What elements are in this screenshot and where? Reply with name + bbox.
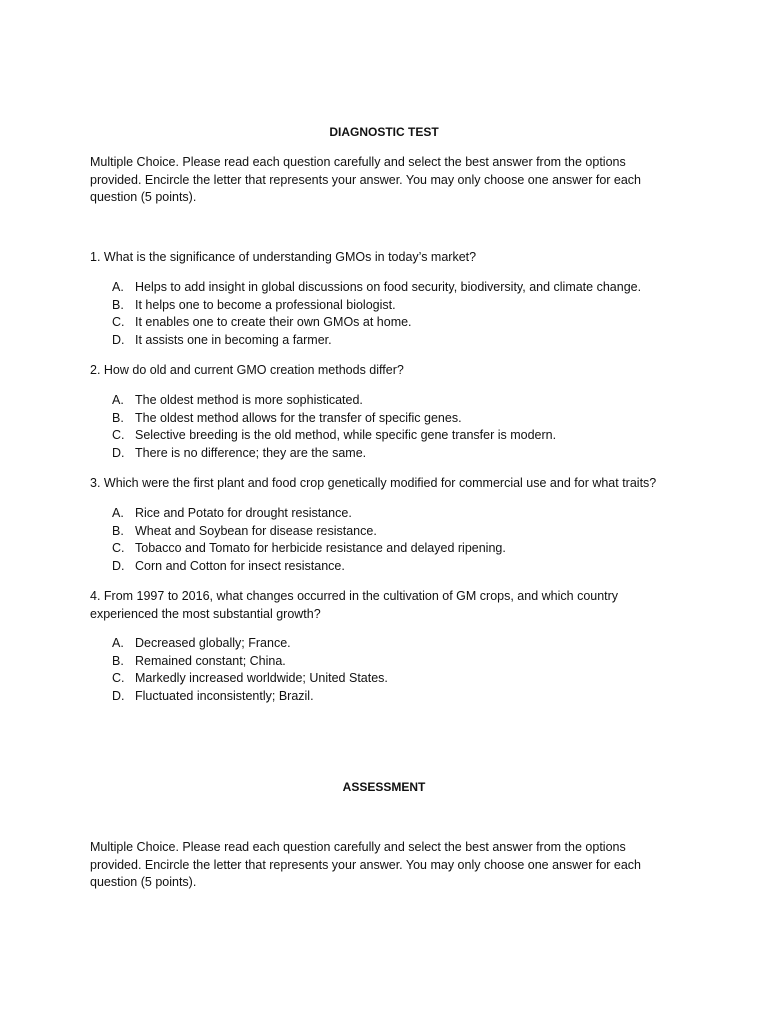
option-text: The oldest method allows for the transfer of specific genes. <box>135 410 462 425</box>
question-4-options <box>112 635 672 705</box>
option-3b <box>112 523 672 541</box>
option-letter: C. <box>112 315 125 329</box>
option-text: Corn and Cotton for insect resistance. <box>135 558 345 573</box>
assessment-instructions: Multiple Choice. Please read each question carefully and select the best answer from the options provided. Encircle the letter that represents your answer. You may only choose one answer for each question (5 points). <box>90 840 642 889</box>
option-text: Helps to add insight in global discussions on food security, biodiversity, and climate change. <box>135 280 642 294</box>
option-1d <box>112 332 672 350</box>
question-1-options <box>112 279 672 349</box>
question-2-text: 2. How do old and current GMO creation methods differ? <box>90 363 404 377</box>
option-1b <box>112 297 672 315</box>
option-letter: A. <box>112 506 124 520</box>
option-letter: B. <box>112 523 124 538</box>
option-text: Remained constant; China. <box>135 653 286 668</box>
option-1c <box>112 314 672 332</box>
option-text: Rice and Potato for drought resistance. <box>135 506 352 520</box>
option-text: Tobacco and Tomato for herbicide resistance and delayed ripening. <box>135 541 506 555</box>
option-letter: B. <box>112 410 124 425</box>
option-text: It helps one to become a professional biologist. <box>135 297 396 312</box>
question-1-text: 1. What is the significance of understanding GMOs in today’s market? <box>90 250 477 264</box>
option-letter: A. <box>112 636 124 650</box>
option-text: Markedly increased worldwide; United States. <box>135 671 388 685</box>
diagnostic-title: DIAGNOSTIC TEST <box>329 125 439 139</box>
option-3c <box>112 540 672 558</box>
option-letter: D. <box>112 688 125 703</box>
option-4d <box>112 688 672 706</box>
option-text: Wheat and Soybean for disease resistance. <box>135 523 377 538</box>
option-text: Fluctuated inconsistently; Brazil. <box>135 688 314 703</box>
question-3-text: 3. Which were the first plant and food crop genetically modified for commercial use and for what traits? <box>90 476 657 490</box>
option-3d <box>112 558 672 576</box>
option-2d <box>112 445 672 463</box>
option-letter: B. <box>112 297 124 312</box>
option-letter: D. <box>112 445 125 460</box>
option-2c <box>112 427 672 445</box>
question-2-options <box>112 392 672 462</box>
option-text: There is no difference; they are the same. <box>135 445 367 460</box>
option-2b <box>112 410 672 428</box>
option-text: It assists one in becoming a farmer. <box>135 332 332 347</box>
option-text: The oldest method is more sophisticated. <box>135 393 363 407</box>
option-2a <box>112 392 672 410</box>
option-1a <box>112 279 672 297</box>
option-3a <box>112 505 672 523</box>
option-text: Selective breeding is the old method, while specific gene transfer is modern. <box>135 428 557 442</box>
option-letter: A. <box>112 393 124 407</box>
diagnostic-instructions: Multiple Choice. Please read each question carefully and select the best answer from the options provided. Encircle the letter that represents your answer. You may only choose one answer for each question (5 points). <box>90 155 642 204</box>
option-letter: B. <box>112 653 124 668</box>
option-4c <box>112 670 672 688</box>
question-3-options <box>112 505 672 575</box>
option-4b <box>112 653 672 671</box>
option-letter: D. <box>112 558 125 573</box>
option-letter: D. <box>112 332 125 347</box>
option-4a <box>112 635 672 653</box>
option-letter: C. <box>112 428 125 442</box>
question-4-text: 4. From 1997 to 2016, what changes occurred in the cultivation of GM crops, and which country experienced the most substantial growth? <box>90 589 619 621</box>
option-letter: A. <box>112 280 124 294</box>
option-letter: C. <box>112 671 125 685</box>
assessment-title: ASSESSMENT <box>342 780 426 794</box>
option-text: It enables one to create their own GMOs at home. <box>135 315 412 329</box>
option-letter: C. <box>112 541 125 555</box>
option-text: Decreased globally; France. <box>135 636 291 650</box>
